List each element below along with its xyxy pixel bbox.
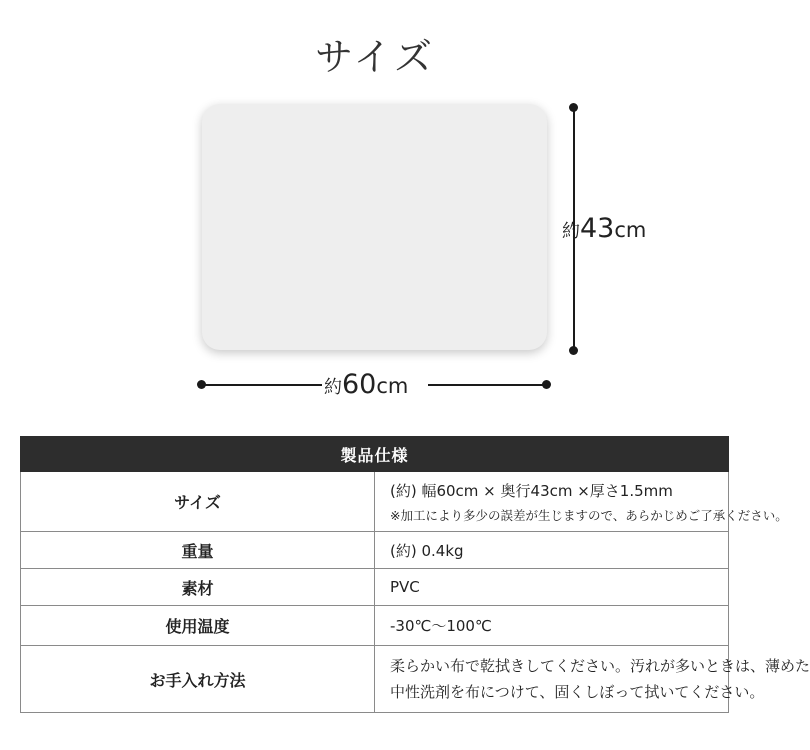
height-dimension-label (562, 213, 646, 244)
width-line-left-dot (197, 380, 206, 389)
table-row (21, 532, 729, 569)
width-prefix: 約 (324, 377, 342, 398)
height-value: 43 (580, 213, 615, 244)
height-line-bottom-dot (569, 346, 578, 355)
row-label-temperature: 使用温度 (21, 606, 375, 646)
width-unit: cm (376, 374, 409, 398)
row-label-material: 素材 (21, 569, 375, 606)
table-row (21, 472, 729, 532)
width-dimension-line-right (428, 384, 546, 386)
product-mat-illustration (202, 104, 547, 350)
row-value-size (375, 472, 788, 532)
spec-table-header: 製品仕様 (21, 437, 729, 472)
size-value-text: (約) 幅60cm × 奥行43cm ×厚さ1.5mm (390, 481, 673, 500)
height-prefix: 約 (562, 221, 580, 242)
width-line-right-dot (542, 380, 551, 389)
care-text-line-1: 柔らかい布で乾拭きしてください。汚れが多いときは、薄めた (390, 657, 810, 675)
material-value-text: PVC (390, 578, 420, 596)
row-label-size: サイズ (21, 472, 375, 532)
height-line-top-dot (569, 103, 578, 112)
temperature-value-text: -30℃〜100℃ (390, 617, 492, 635)
row-value-temperature (375, 606, 729, 646)
row-value-care (375, 646, 810, 713)
size-note-text: ※加工により多少の誤差が生じますので、あらかじめご了承ください。 (390, 507, 788, 523)
width-dimension-line-left (202, 384, 322, 386)
spec-table (20, 436, 810, 713)
row-value-weight (375, 532, 729, 569)
care-text-line-2: 中性洗剤を布につけて、固くしぼって拭いてください。 (390, 683, 765, 701)
height-unit: cm (614, 218, 647, 242)
table-row (21, 646, 729, 713)
table-row (21, 606, 729, 646)
width-dimension-label (324, 369, 408, 400)
row-value-material (375, 569, 729, 606)
weight-value-text: (約) 0.4kg (390, 541, 464, 560)
width-value: 60 (342, 369, 377, 400)
table-row (21, 569, 729, 606)
row-label-weight: 重量 (21, 532, 375, 569)
row-label-care: お手入れ方法 (21, 646, 375, 713)
page-title: サイズ (315, 35, 435, 79)
